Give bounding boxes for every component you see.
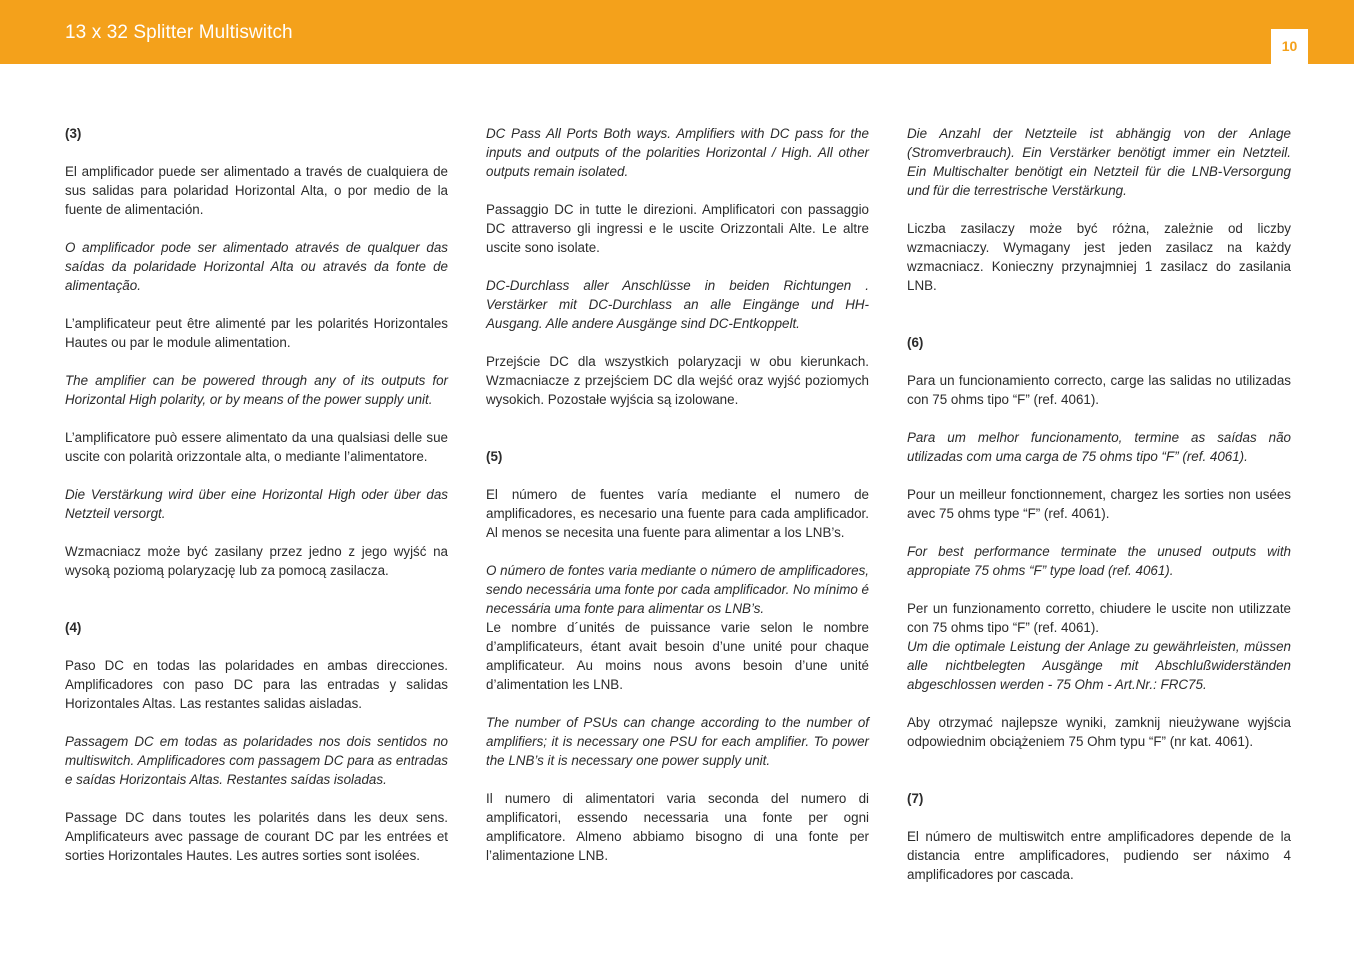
paragraph-en: The number of PSUs can change according to the number of amplifiers; it is necessary one PSU for each amplifier. To power the LNB’s it is necessary one power supply unit. xyxy=(486,715,869,768)
section-heading-4: (4) xyxy=(65,620,82,635)
paragraph-en: DC Pass All Ports Both ways. Amplifiers with DC pass for the inputs and outputs of the polarities Horizontal / High. All other outputs remain isolated. xyxy=(486,126,869,179)
section-heading-7: (7) xyxy=(907,791,924,806)
paragraph-en: The amplifier can be powered through any of its outputs for Horizontal High polarity, or by means of the power supply unit. xyxy=(65,373,448,407)
paragraph-pt: Passagem DC em todas as polaridades nos dois sentidos no multiswitch. Amplificadores com passagem DC para as entradas e saídas Horizontais Altas. Restantes saídas isoladas. xyxy=(65,734,448,787)
header-bar xyxy=(0,0,1354,64)
paragraph-fr: Passage DC dans toutes les polarités dans les deux sens. Amplificateurs avec passage de courant DC par les entrées et sorties Horizontales Hautes. Les autres sorties sont isolées. xyxy=(65,810,448,863)
paragraph-pl: Wzmacniacz może być zasilany przez jedno z jego wyjść na wysoką poziomą polaryzację lub za pomocą zasilacza. xyxy=(65,544,448,578)
paragraph-it: L’amplificatore può essere alimentato da una qualsiasi delle sue uscite con polarità orizzontale alta, o mediante l’alimentatore. xyxy=(65,430,448,464)
paragraph-fr: L’amplificateur peut être alimenté par les polarités Horizontales Hautes ou par le module alimentation. xyxy=(65,316,448,350)
paragraph-fr: Pour un meilleur fonctionnement, chargez les sorties non usées avec 75 ohms type “F” (ref. 4061). xyxy=(907,487,1291,521)
section-heading-5: (5) xyxy=(486,449,503,464)
paragraph-pl: Liczba zasilaczy może być różna, zależnie od liczby wzmacniaczy. Wymagany jest jeden zasilacz na każdy wzmacniacz. Konieczny przynajmniej 1 zasilacz do zasilania LNB. xyxy=(907,221,1291,293)
paragraph-de: DC-Durchlass aller Anschlüsse in beiden Richtungen . Verstärker mit DC-Durchlass an alle Eingänge und HH-Ausgang. Alle andere Ausgänge sind DC-Entkoppelt. xyxy=(486,278,869,331)
paragraph-pl: Aby otrzymać najlepsze wyniki, zamknij nieużywane wyjścia odpowiednim obciążeniem 75 Ohm typu “F” (nr kat. 4061). xyxy=(907,715,1291,749)
paragraph-pt: O número de fontes varia mediante o número de amplificadores, sendo necessária uma fonte por cada amplificador. No mínimo é necessária uma fonte para alimentar os LNB’s. xyxy=(486,563,869,616)
section-heading-3: (3) xyxy=(65,126,82,141)
column-left xyxy=(65,124,448,884)
paragraph-es: El número de multiswitch entre amplificadores depende de la distancia entre amplificadores, pudiendo ser náximo 4 amplificadores por cascada. xyxy=(907,829,1291,882)
document-title: 13 x 32 Splitter Multiswitch xyxy=(65,22,293,43)
paragraph-de: Die Anzahl der Netzteile ist abhängig von der Anlage (Stromverbrauch). Ein Verstärker benötigt immer ein Netzteil. Ein Multischalter benötigt ein Netzteil für die LNB-Versorgung und für die terrestrische Verstärkung. xyxy=(907,126,1291,198)
paragraph-pl: Przejście DC dla wszystkich polaryzacji w obu kierunkach. Wzmacniacze z przejściem DC dla wejść oraz wyjść poziomych wysokich. Pozostałe wyjścia są izolowane. xyxy=(486,354,869,407)
paragraph-es: El amplificador puede ser alimentado a través de cualquiera de sus salidas para polaridad Horizontal Alta, o por medio de la fuente de alimentación. xyxy=(65,164,448,217)
paragraph-it: Per un funzionamento corretto, chiudere le uscite non utilizzate con 75 ohms tipo “F” (ref. 4061). xyxy=(907,601,1291,635)
paragraph-de: Um die optimale Leistung der Anlage zu gewährleisten, müssen alle nichtbelegten Ausgänge mit Abschlußwiderständen abgeschlossen werden - 75 Ohm - Art.Nr.: FRC75. xyxy=(907,639,1291,692)
paragraph-es: Para un funcionamiento correcto, carge las salidas no utilizadas con 75 ohms tipo “F” (ref. 4061). xyxy=(907,373,1291,407)
page-number-badge: 10 xyxy=(1271,29,1308,64)
paragraph-es: El número de fuentes varía mediante el numero de amplificadores, es necesario una fuente para cada amplificador. Al menos se necesita una fuente para alimentar a los LNB’s. xyxy=(486,487,869,540)
paragraph-en: For best performance terminate the unused outputs with appropiate 75 ohms “F” type load (ref. 4061). xyxy=(907,544,1291,578)
paragraph-de: Die Verstärkung wird über eine Horizontal High oder über das Netzteil versorgt. xyxy=(65,487,448,521)
paragraph-fr: Le nombre d´unités de puissance varie selon le nombre d’amplificateurs, étant avait besoin d’une unité pour chaque amplificateur. Au moins nous avons besoin d’une unité d’alimentation les LNB. xyxy=(486,620,869,692)
column-right xyxy=(907,124,1291,903)
section-heading-6: (6) xyxy=(907,335,924,350)
column-middle xyxy=(486,124,869,884)
paragraph-pt: Para um melhor funcionamento, termine as saídas não utilizadas com uma carga de 75 ohms tipo “F” (ref. 4061). xyxy=(907,430,1291,464)
paragraph-pt: O amplificador pode ser alimentado através de qualquer das saídas da polaridade Horizontal Alta ou através da fonte de alimentação. xyxy=(65,240,448,293)
paragraph-it: Passaggio DC in tutte le direzioni. Amplificatori con passaggio DC attraverso gli ingressi e le uscite Orizzontali Alte. Le altre uscite sono isolate. xyxy=(486,202,869,255)
paragraph-it: Il numero di alimentatori varia seconda del numero di amplificatori, essendo necessaria una fonte per ogni amplificatore. Almeno abbiamo bisogno di una fonte per l’alimentazione LNB. xyxy=(486,791,869,863)
paragraph-es: Paso DC en todas las polaridades en ambas direcciones. Amplificadores con paso DC para las entradas y salidas Horizontales Altas. Las restantes salidas aisladas. xyxy=(65,658,448,711)
